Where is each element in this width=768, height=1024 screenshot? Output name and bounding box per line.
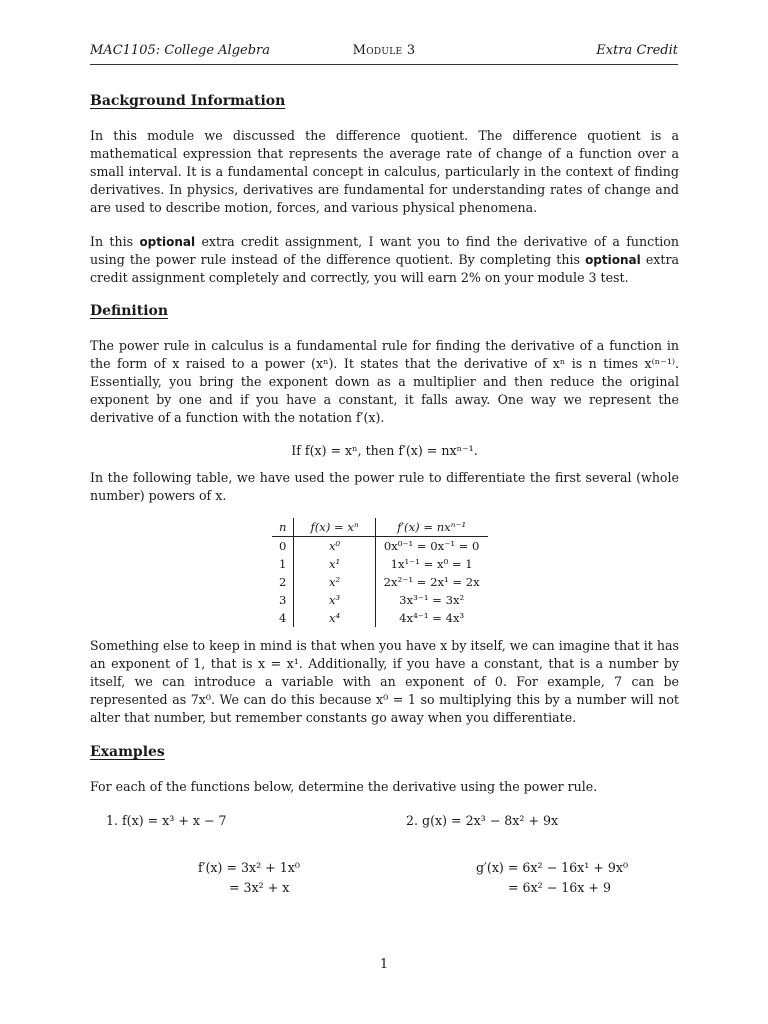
table-row: [272, 555, 488, 573]
table-row: [272, 609, 488, 627]
definition-paragraph-3: Something else to keep in mind is that when you have x by itself, we can imagine that it has an exponent of 1, that is x = x¹. Additionally, if you have a constant, that is a number by itself, we can introduce a variable with an exponent of 0. For example, 7 can be represented as 7x⁰. We can do this because x⁰ = 1 so multiplying this by a number will not alter that number, but remember constants go away when you differentiate.: [90, 638, 679, 725]
example-1-step-1: f′(x) = 3x² + 1x⁰: [198, 860, 300, 875]
definition-paragraph-1: The power rule in calculus is a fundamental rule for finding the derivative of a function in the form of x raised to a power (xⁿ). It states that the derivative of xⁿ is n times x⁽ⁿ⁻¹⁾. Essentially, you bring the exponent down as a multiplier and then reduce the original exponent by one and if you have a constant, it falls away. One way we represent the derivative of a function with the notation f′(x).: [90, 338, 679, 425]
definition-paragraph-2: In the following table, we have used the power rule to differentiate the first several (whole number) powers of x.: [90, 470, 679, 503]
cell-derivative: 0x⁰⁻¹ = 0x⁻¹ = 0: [383, 539, 480, 553]
header-n: n: [272, 518, 294, 537]
cell-n: 3: [272, 591, 294, 609]
cell-function: x²: [294, 573, 375, 591]
cell-n: 1: [272, 555, 294, 573]
header-course: MAC1105: College Algebra: [90, 43, 271, 58]
header-rule: [90, 64, 678, 65]
power-rule-statement: If f(x) = xⁿ, then f′(x) = nxⁿ⁻¹.: [291, 443, 478, 458]
cell-n: 2: [272, 573, 294, 591]
cell-n: 4: [272, 609, 294, 627]
cell-n: 0: [272, 537, 294, 556]
cell-function: x¹: [294, 555, 375, 573]
page-number: 1: [379, 957, 389, 972]
header-module: Module 3: [352, 43, 416, 58]
examples-intro: For each of the functions below, determine the derivative using the power rule.: [90, 779, 598, 794]
p2-text-b: extra credit assignment, I want you to find the derivative of a function using the power rule instead of the difference quotient. By completing this: [90, 234, 679, 267]
table-header-row: [272, 518, 488, 537]
example-1-function: 1. f(x) = x³ + x − 7: [106, 813, 227, 828]
cell-function: x³: [294, 591, 375, 609]
example-2-derivative: [476, 858, 628, 898]
definition-heading: Definition: [90, 303, 169, 319]
background-paragraph-1: In this module we discussed the difference quotient. The difference quotient is a mathematical expression that represents the average rate of change of a function over a small interval. It is a fundamental concept in calculus, particularly in the context of finding derivatives. In physics, derivatives are fundamental for understanding rates of change and are used to describe motion, forces, and various physical phenomena.: [90, 128, 679, 215]
cell-derivative: 4x⁴⁻¹ = 4x³: [399, 611, 465, 625]
optional-emphasis-1: optional: [139, 235, 196, 249]
cell-derivative: 1x¹⁻¹ = x⁰ = 1: [390, 557, 473, 571]
table-row: [272, 573, 488, 591]
cell-derivative: 3x³⁻¹ = 3x²: [399, 593, 465, 607]
example-1-derivative: [198, 858, 300, 898]
example-2-function: 2. g(x) = 2x³ − 8x² + 9x: [406, 813, 559, 828]
header-function: f(x) = xⁿ: [294, 518, 375, 537]
examples-heading: Examples: [90, 744, 165, 760]
p2-text-a: In this: [90, 234, 140, 249]
table-row: [272, 591, 488, 609]
page-header: [90, 43, 678, 61]
table-row: [272, 537, 488, 556]
p2-text-c: extra credit assignment completely and correctly, you will earn 2% on your module 3 test.: [90, 252, 679, 285]
power-rule-table: [272, 518, 488, 627]
optional-emphasis-2: optional: [585, 253, 641, 267]
background-heading: Background Information: [90, 93, 286, 109]
header-derivative: f′(x) = nxⁿ⁻¹: [375, 518, 487, 537]
example-1-step-2: = 3x² + x: [229, 880, 290, 895]
background-paragraph-2: [90, 233, 679, 287]
example-2-step-1: g′(x) = 6x² − 16x¹ + 9x⁰: [476, 860, 629, 875]
cell-derivative: 2x²⁻¹ = 2x¹ = 2x: [383, 575, 480, 589]
cell-function: x⁴: [294, 609, 375, 627]
example-2-step-2: = 6x² − 16x + 9: [508, 880, 611, 895]
cell-function: x⁰: [294, 537, 375, 556]
header-extra-credit: Extra Credit: [596, 43, 678, 58]
